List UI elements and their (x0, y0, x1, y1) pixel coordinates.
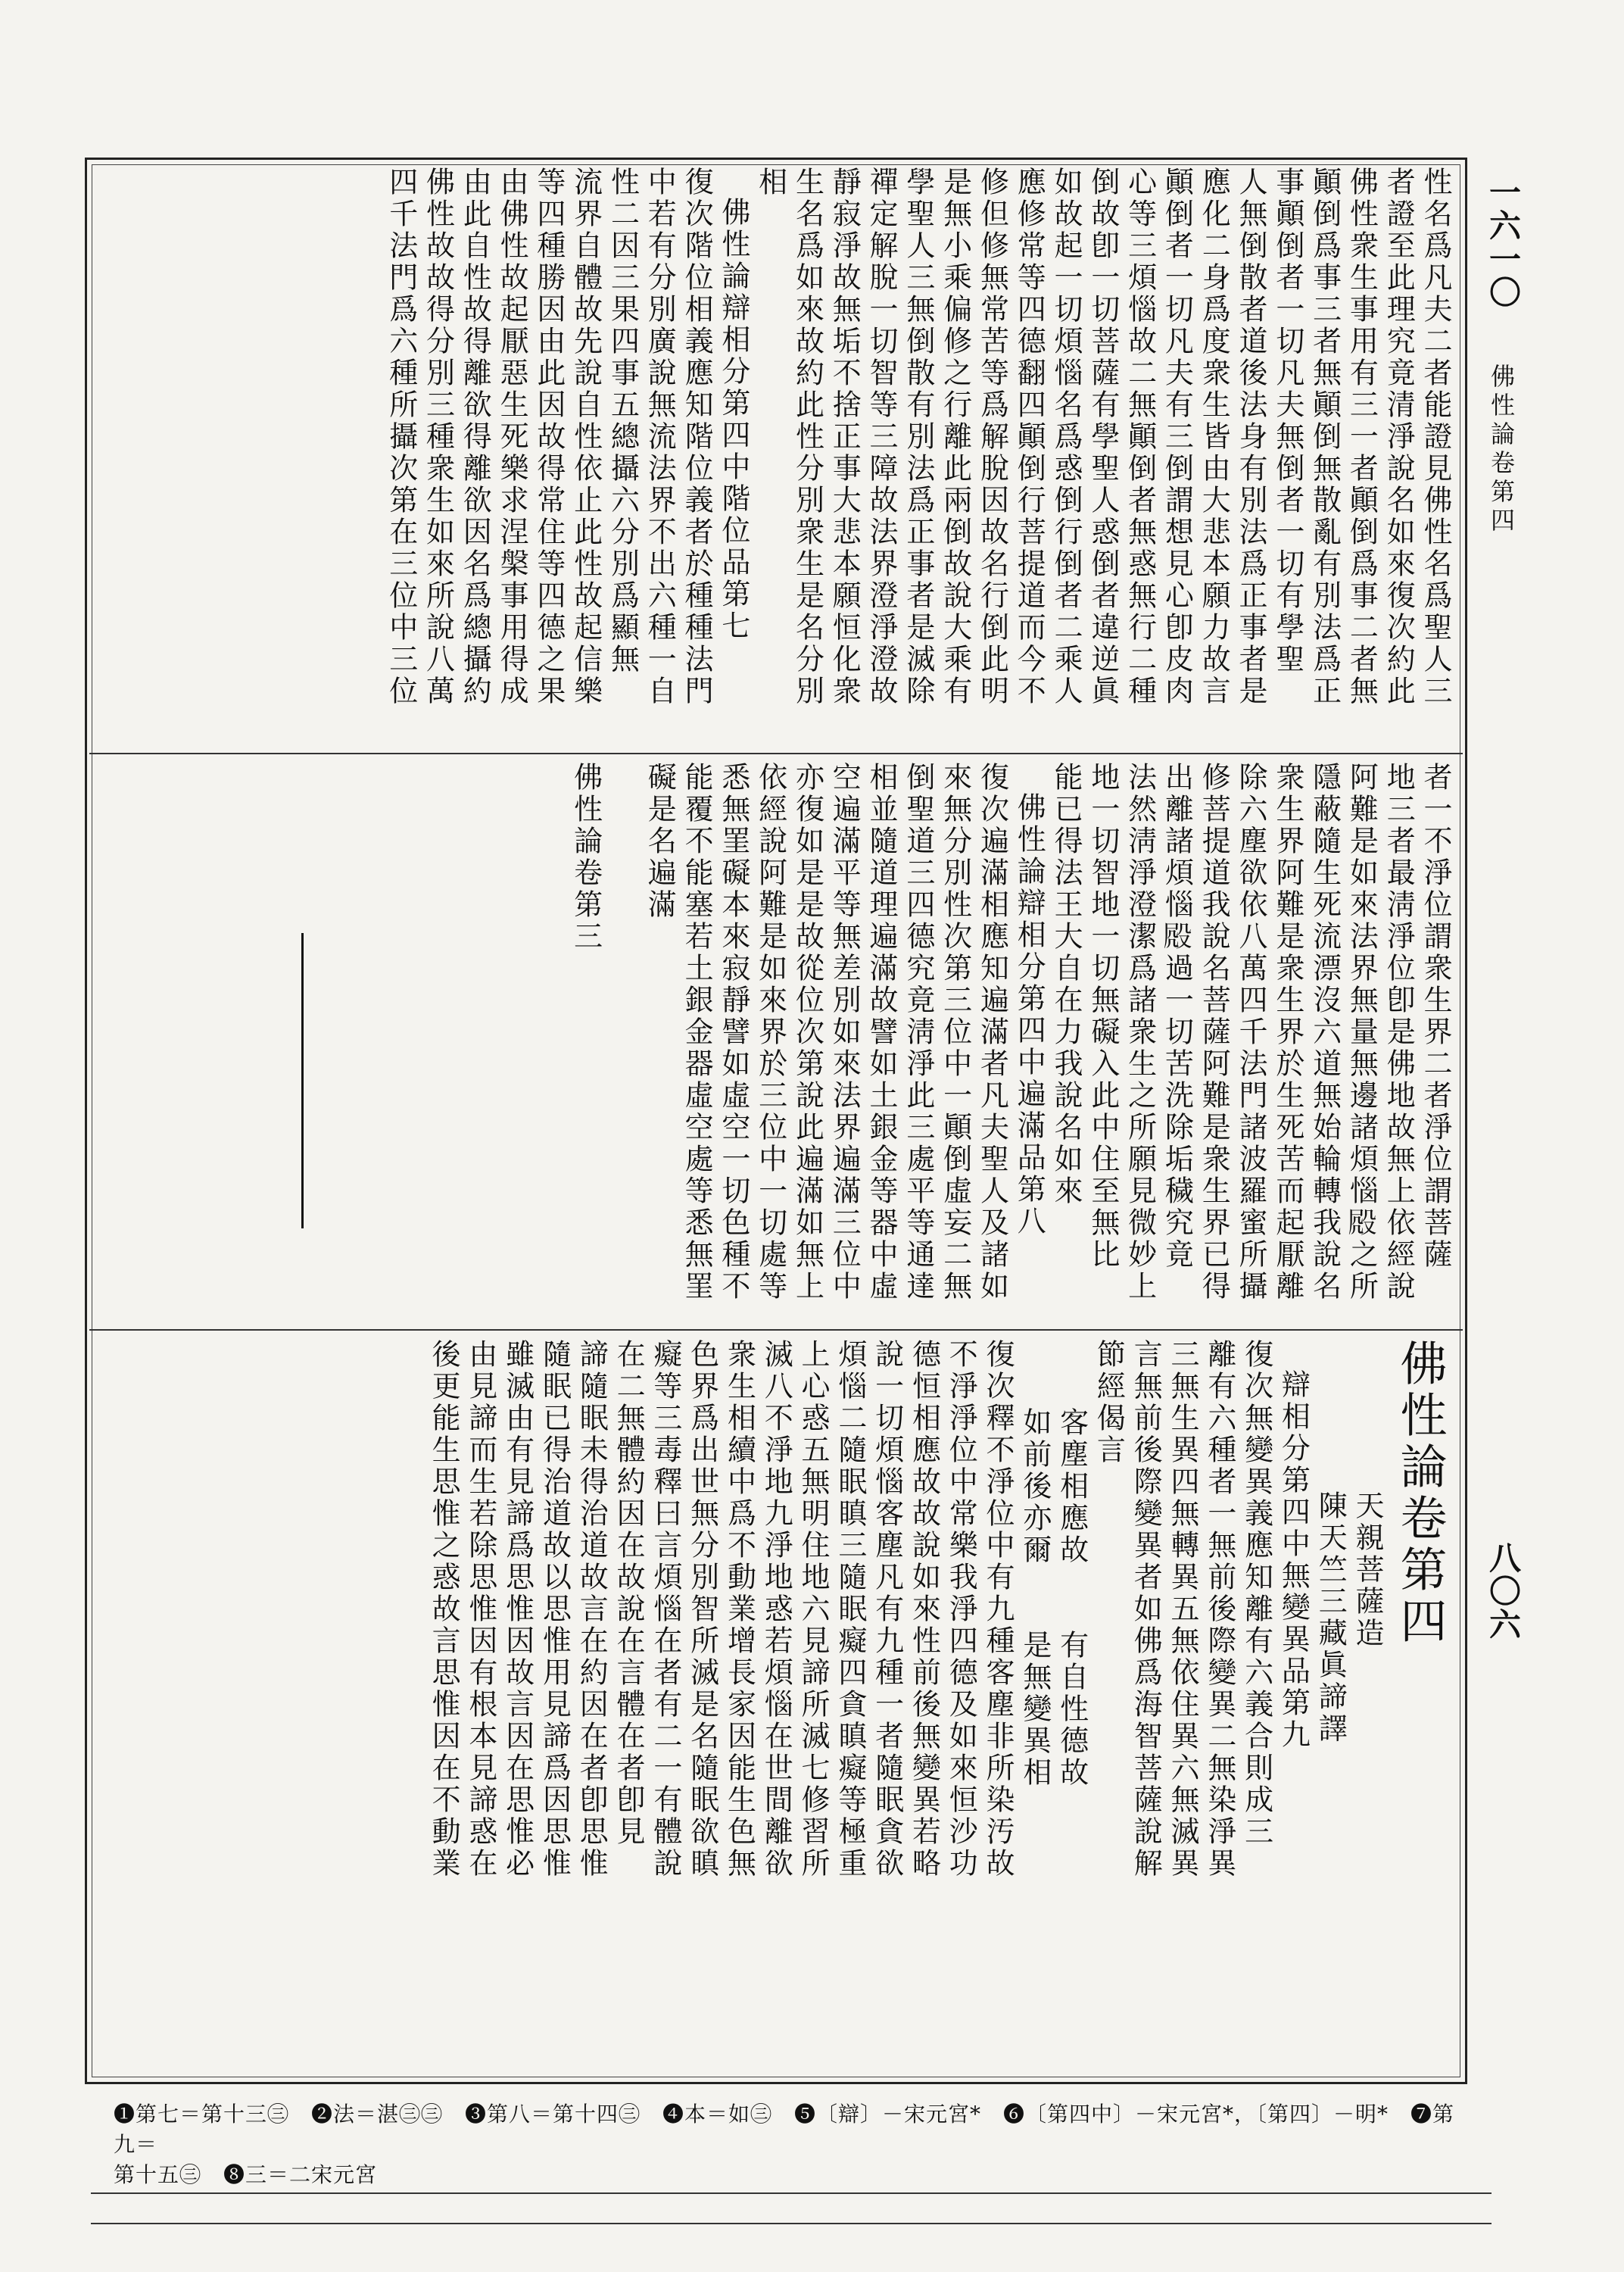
text-column: 如故起一切煩惱名爲惑倒行倒者二乘人 (1049, 167, 1083, 707)
text-column: 亦復如是是故從位次第說此遍滿如無上 (790, 762, 824, 1303)
text-column: 隱蔽隨生死流漂沒六道無始輪轉我說名 (1308, 762, 1342, 1303)
bottom-rule (91, 2192, 1492, 2194)
text-band-top (98, 167, 1454, 748)
author-line: 天親菩薩造 (1351, 1490, 1384, 1649)
text-column: 學聖人三無倒散有別法爲正事者是滅除 (901, 167, 935, 707)
text-column: 事顚倒者一切凡夫無倒者一切有學聖 (1270, 167, 1304, 676)
text-column: 中若有分別廣說無流法界不出六種一自 (643, 167, 677, 707)
text-band-bottom (98, 1339, 1454, 2081)
text-column: 性二因三果四事五總攝六分別爲顯無 (606, 167, 640, 676)
text-column: 雖滅由有見諦爲思惟因故言因在思惟必 (500, 1339, 535, 1880)
verse-line: 如前後亦爾 是無變異相 (1018, 1407, 1052, 1789)
text-column: 由見諦而生若除思惟因有根本見諦惑在 (463, 1339, 497, 1880)
text-column: 應修常等四德翻四顚倒行菩提道而今不 (1012, 167, 1046, 707)
bottom-rule (91, 2223, 1492, 2224)
text-column: 禪定解脫一切智等三障故法界澄淨澄故 (865, 167, 899, 707)
text-column: 法然淸淨澄潔爲諸衆生之所願見微妙上 (1123, 762, 1157, 1303)
text-column: 言無前後際變異者如佛爲海智菩薩說解 (1129, 1339, 1163, 1880)
page-number-right: 八〇六 (1485, 1541, 1522, 1641)
text-column: 由佛性故起厭惡生死樂求涅槃事用得成 (495, 167, 529, 707)
text-column: 三無生異四無轉異五無依住異六無滅異 (1166, 1339, 1200, 1880)
text-column: 修菩提道我說名菩薩阿難是衆生界已得 (1197, 762, 1231, 1303)
running-title: 佛性論卷第四 (1487, 364, 1516, 536)
fascicle-title: 佛性論卷第四 (1392, 1339, 1448, 1648)
text-column: 心等三煩惱故二無顚倒者無惑無行二種 (1123, 167, 1157, 707)
text-column: 修但修無常苦等爲解脫因故名行倒此明 (975, 167, 1009, 707)
text-column: 由此自性故得離欲得離欲因名爲總攝約 (458, 167, 492, 707)
page-number: 一六一〇 (1485, 176, 1522, 309)
chapter-heading: 辯相分第四中無變異品第九 (1276, 1369, 1311, 1751)
translator-line: 陳天竺三藏眞諦譯 (1314, 1490, 1348, 1745)
text-column: 復次釋不淨位中有九種客塵非所染汚故 (981, 1339, 1015, 1880)
text-column: 能已得法王大自在力我說名如來 (1049, 762, 1083, 1207)
text-column: 離有六種者一無前後際變異二無染淨異 (1202, 1339, 1236, 1880)
text-column: 說一切煩惱客塵凡有九種一者隨眠貪欲 (870, 1339, 904, 1880)
text-column: 礙是名遍滿 (643, 762, 677, 921)
text-column: 不淨淨位中常樂我淨四德及如來恒沙功 (944, 1339, 978, 1880)
section-divider (89, 1329, 1463, 1331)
text-column: 應化二身爲度衆生皆由大悲本願力故言 (1197, 167, 1231, 707)
text-column: 悉無罣礙本來寂靜譬如虛空一切色種不 (716, 762, 750, 1303)
chapter-heading: 佛性論辯相分第四中階位品第七 (716, 197, 750, 642)
text-column: 相 (753, 167, 787, 198)
text-column: 者證至此理究竟清淨說名如來復次約此 (1382, 167, 1416, 707)
footnotes (114, 2099, 1461, 2190)
text-column: 生名爲如來故約此性分別衆生是名分別 (790, 167, 824, 707)
section-divider (89, 753, 1463, 754)
text-column: 復次階位相義應知階位義者於種種法門 (680, 167, 714, 707)
text-column: 空遍滿平等無差別如來法界遍滿三位中 (828, 762, 862, 1303)
text-column: 佛性衆生事用有三一者顚倒爲事二者無 (1345, 167, 1379, 707)
chapter-heading: 佛性論辯相分第四中遍滿品第八 (1012, 792, 1046, 1237)
text-column: 倒故卽一切菩薩有學聖人惑倒者違逆眞 (1086, 167, 1120, 707)
text-column: 流界自體故先說自性依止此性故起信樂 (569, 167, 603, 707)
text-column: 滅八不淨地九淨地惑若煩惱在世間離欲 (759, 1339, 793, 1880)
text-column: 顚倒者一切凡夫有三倒謂想見心卽皮肉 (1160, 167, 1194, 707)
text-column: 在二無體約因在故說在言體在者卽見 (612, 1339, 646, 1848)
footnote-line: ❶第七＝第十三㊂ ❷法＝湛㊂㊂ ❸第八＝第十四㊂ ❹本＝如㊂ ❺〔辯〕－宋元宮* ❻〔第四中〕－宋元宮*，〔第四〕－明* ❼第九＝ (114, 2102, 1455, 2157)
text-column: 煩惱二隨眠瞋三隨眠癡四貪瞋癡等極重 (833, 1339, 867, 1880)
blank-column (604, 762, 641, 1322)
text-column: 復次無變異義應知離有六義合則成三 (1239, 1339, 1273, 1848)
text-column: 復次遍滿相應知遍滿者凡夫聖人及諸如 (975, 762, 1009, 1303)
end-rule (301, 933, 304, 1228)
text-column: 來無分別性次第三位中一顚倒虛妄二無 (938, 762, 972, 1303)
text-column: 癡等三毒釋曰言煩惱在者有二一有體說 (648, 1339, 682, 1880)
text-column: 相並隨道理遍滿故譬如土銀金等器中虛 (865, 762, 899, 1303)
text-column: 靜寂淨故無垢不捨正事大悲本願恒化衆 (828, 167, 862, 707)
text-column: 顚倒爲事三者無顚倒無散亂有別法爲正 (1308, 167, 1342, 707)
text-column: 除六塵欲依八萬四千法門諸波羅蜜所攝 (1234, 762, 1268, 1303)
text-column: 者一不淨位謂衆生界二者淨位謂菩薩 (1419, 762, 1452, 1271)
text-column: 諦隨眠未得治道故言在約因在者卽思惟 (575, 1339, 609, 1880)
text-column: 四千法門爲六種所攝次第在三位中三位 (384, 167, 418, 707)
text-column: 德恒相應故故說如來性前後無變異若略 (907, 1339, 941, 1880)
fascicle-end-title: 佛性論卷第三 (569, 762, 603, 953)
text-column: 倒聖道三四德究竟淸淨此三處平等通達 (901, 762, 935, 1303)
text-column: 阿難是如來法界無量無邊諸煩惱𣪍之所 (1345, 762, 1379, 1303)
text-column: 色界爲出世無分別智所滅是名隨眠欲瞋 (685, 1339, 719, 1880)
verse-line: 客塵相應故 有自性德故 (1055, 1407, 1089, 1789)
text-column: 依經說阿難是如來界於三位中一切處等 (753, 762, 787, 1303)
text-column: 地三者最淸淨位卽是佛地故無上依經說 (1382, 762, 1416, 1303)
text-column: 是無小乘偏修之行離此兩倒故說大乘有 (938, 167, 972, 707)
text-column: 後更能生思惟之惑故言思惟因在不動業 (427, 1339, 461, 1880)
footnote-line: 第十五㊂ ❽三＝二宋元宮 (114, 2162, 378, 2187)
text-column: 人無倒散者道後法身有別法爲正事者是 (1234, 167, 1268, 707)
text-column: 節經偈言 (1092, 1339, 1126, 1466)
text-column: 出離諸煩惱𣪍過一切苦洗除垢穢究竟 (1160, 762, 1194, 1271)
text-column: 上心惑五無明住地六見諦所滅七修習所 (796, 1339, 831, 1880)
text-column: 地一切智地一切無礙入此中住至無比 (1086, 762, 1120, 1271)
text-column: 能覆不能塞若土銀金器虛空處等悉無罣 (680, 762, 714, 1303)
text-column: 性名爲凡夫二者能證見佛性名爲聖人三 (1419, 167, 1452, 707)
text-column: 隨眠已得治道故以思惟用見諦爲因思惟 (538, 1339, 572, 1880)
text-column: 等四種勝因由此因故得常住等四德之果 (531, 167, 566, 707)
text-column: 衆生相續中爲不動業增長家因能生色無 (722, 1339, 756, 1880)
text-column: 衆生界阿難是衆生界於生死苦而起厭離 (1270, 762, 1304, 1303)
text-column: 佛性故故得分別三種衆生如來所說八萬 (421, 167, 455, 707)
